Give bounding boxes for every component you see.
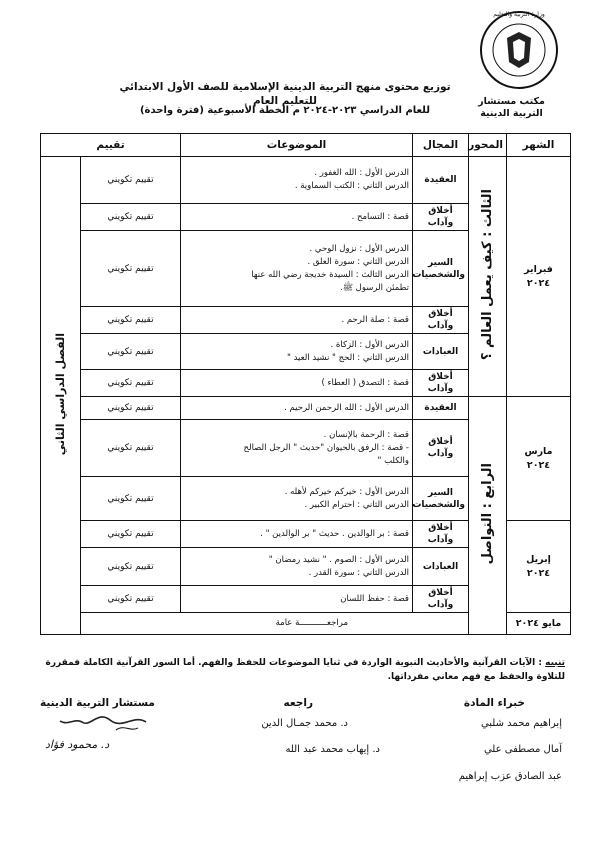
eval-cell: تقييم تكويني	[81, 370, 181, 397]
field-cell: السير والشخصيات	[413, 477, 469, 521]
month-year: ٢٠٢٤	[526, 459, 551, 471]
eval-cell: تقييم تكويني	[81, 521, 181, 548]
field-cell: العبادات	[413, 548, 469, 586]
reviewer-name: د. محمد جمـال الدين	[261, 718, 348, 729]
field-cell: العقيدة	[413, 157, 469, 204]
month-year: ٢٠٢٤	[526, 277, 551, 289]
topic-cell	[181, 586, 413, 613]
eval-cell: تقييم تكويني	[81, 307, 181, 334]
topic-cell	[181, 548, 413, 586]
unit-label: الثالث : كيف يعمل العالم ؟	[480, 188, 495, 361]
office-line-1: مكتب مستشار	[478, 96, 545, 107]
month-name: فبراير	[524, 263, 553, 275]
topic-cell	[181, 307, 413, 334]
topic-line: قصة : بر الوالدين . حديث " بر الوالدين " .	[260, 528, 409, 539]
header-field: المجال	[413, 134, 469, 157]
field-cell: أخلاق وآداب	[413, 204, 469, 231]
topic-line: الدرس الثاني : الحج " نشيد العيد "	[286, 352, 409, 363]
field-cell: العقيدة	[413, 397, 469, 420]
topic-cell	[181, 334, 413, 370]
eval-cell: تقييم تكويني	[81, 157, 181, 204]
note	[35, 656, 565, 684]
topic-line: الدرس الثاني : سورة العلق .	[307, 256, 409, 267]
term-label: الفصل الدراسي الثاني	[54, 332, 67, 456]
expert-name: عبد الصادق عزب إبراهيم	[458, 771, 562, 782]
experts-title: خبراء المادة	[463, 697, 525, 709]
reviewers-title: راجعه	[283, 697, 313, 709]
topic-line: قصة : التصدق ( العطاء )	[321, 377, 409, 388]
advisor-title: مستشار التربية الدينية	[40, 697, 155, 709]
unit-cell-4	[469, 397, 507, 635]
page-subtitle: للعام الدراسي ٢٠٢٣-٢٠٢٤ م الخطة الأسبوعية (فترة واحدة)	[139, 105, 431, 116]
field-cell: أخلاق وآداب	[413, 420, 469, 477]
ministry-logo	[458, 8, 580, 93]
topic-line: قصة : حفظ اللسان	[340, 593, 409, 604]
unit-label: الرابع : التواصل	[480, 462, 495, 565]
topic-cell	[181, 157, 413, 204]
header-month: الشهر	[507, 134, 571, 157]
topic-cell	[181, 370, 413, 397]
month-cell-may: مايو ٢٠٢٤	[507, 613, 571, 635]
field-cell: العبادات	[413, 334, 469, 370]
topic-line: الدرس الثاني : الكتب السماوية .	[294, 181, 409, 191]
eval-cell: تقييم تكويني	[81, 586, 181, 613]
field-cell: أخلاق وآداب	[413, 370, 469, 397]
field-cell: أخلاق وآداب	[413, 586, 469, 613]
header-topics: الموضوعات	[181, 134, 413, 157]
eval-cell: تقييم تكويني	[81, 397, 181, 420]
eval-cell: تقييم تكويني	[81, 334, 181, 370]
office-label	[464, 96, 559, 120]
topic-line: قصة : التسامح .	[351, 211, 409, 222]
topic-line: الدرس الأول : الله الرحمن الرحيم .	[284, 402, 409, 413]
header-unit: المحور	[469, 134, 507, 157]
topic-line: الدرس الثاني : سورة القدر .	[308, 567, 409, 578]
topic-line: الدرس الأول : الصوم . " نشيد رمضان "	[268, 554, 409, 565]
expert-name: آمال مصطفى علي	[483, 744, 562, 755]
header-eval: تقييم	[41, 134, 181, 157]
topic-cell	[181, 420, 413, 477]
field-cell: أخلاق وآداب	[413, 307, 469, 334]
advisor-name: د. محمود فؤاد	[45, 738, 110, 751]
topic-cell	[181, 204, 413, 231]
note-text: : الآيات القرآنية والأحاديث النبوية الواردة في ثنايا الموضوعات للحفظ والفهم. أما السور القرآنية الكاملة فمقررة للتلاوة والحفظ مع فهم معاني مفرداتها.	[45, 658, 565, 682]
eval-cell: تقييم تكويني	[81, 420, 181, 477]
eval-cell: تقييم تكويني	[81, 477, 181, 521]
note-label: تنبيه	[545, 658, 565, 668]
field-cell: السير والشخصيات	[413, 231, 469, 307]
curriculum-table	[40, 133, 571, 635]
page-title: توزيع محتوى منهج التربية الدينية الإسلامية للصف الأول الابتدائي للتعليم العام	[119, 81, 451, 107]
final-review-cell: مراجعـــــــــــة عامة	[41, 613, 469, 635]
logo-text: وزارة التربية والتعليم	[493, 11, 545, 18]
reviewer-name: د. إيهاب محمد عبد الله	[285, 744, 380, 755]
topic-line: تطمئن الرسول ﷺ.	[340, 282, 409, 293]
field-cell: أخلاق وآداب	[413, 521, 469, 548]
unit-cell-3	[469, 157, 507, 397]
topic-line: الدرس الأول : الله الغفور .	[314, 168, 409, 178]
topic-line: والكلب "	[377, 455, 409, 466]
expert-name: إبراهيم محمد شلبي	[480, 718, 562, 729]
topic-cell	[181, 231, 413, 307]
month-cell-apr	[507, 521, 571, 613]
topic-cell	[181, 477, 413, 521]
eval-cell: تقييم تكويني	[81, 548, 181, 586]
eval-cell: تقييم تكويني	[81, 204, 181, 231]
month-year: ٢٠٢٤	[526, 567, 551, 579]
topic-line: - قصة : الرفق بالحيوان "حديث " الرجل الصالح	[243, 442, 409, 453]
eval-cell: تقييم تكويني	[81, 231, 181, 307]
topic-line: قصة : الرحمة بالإنسان .	[323, 429, 409, 440]
topic-line: الدرس الأول : خيركم خيركم لأهله .	[284, 486, 409, 497]
office-line-2: التربية الدينية	[480, 108, 543, 119]
topic-line: الدرس الثالث : السيدة خديجة رضي الله عنها	[251, 269, 409, 280]
month-cell-mar	[507, 397, 571, 521]
topic-line: قصة : صلة الرحم .	[341, 314, 409, 325]
month-name: إبريل	[526, 553, 551, 565]
month-name: مارس	[524, 445, 553, 457]
month-cell-feb	[507, 157, 571, 397]
topic-cell	[181, 521, 413, 548]
term-cell	[41, 157, 81, 635]
topic-line: الدرس الثاني : احترام الكبير .	[304, 499, 409, 510]
topic-line: الدرس الأول : الزكاة .	[330, 339, 409, 350]
topic-line: الدرس الأول : نزول الوحي .	[309, 243, 409, 254]
topic-cell	[181, 397, 413, 420]
